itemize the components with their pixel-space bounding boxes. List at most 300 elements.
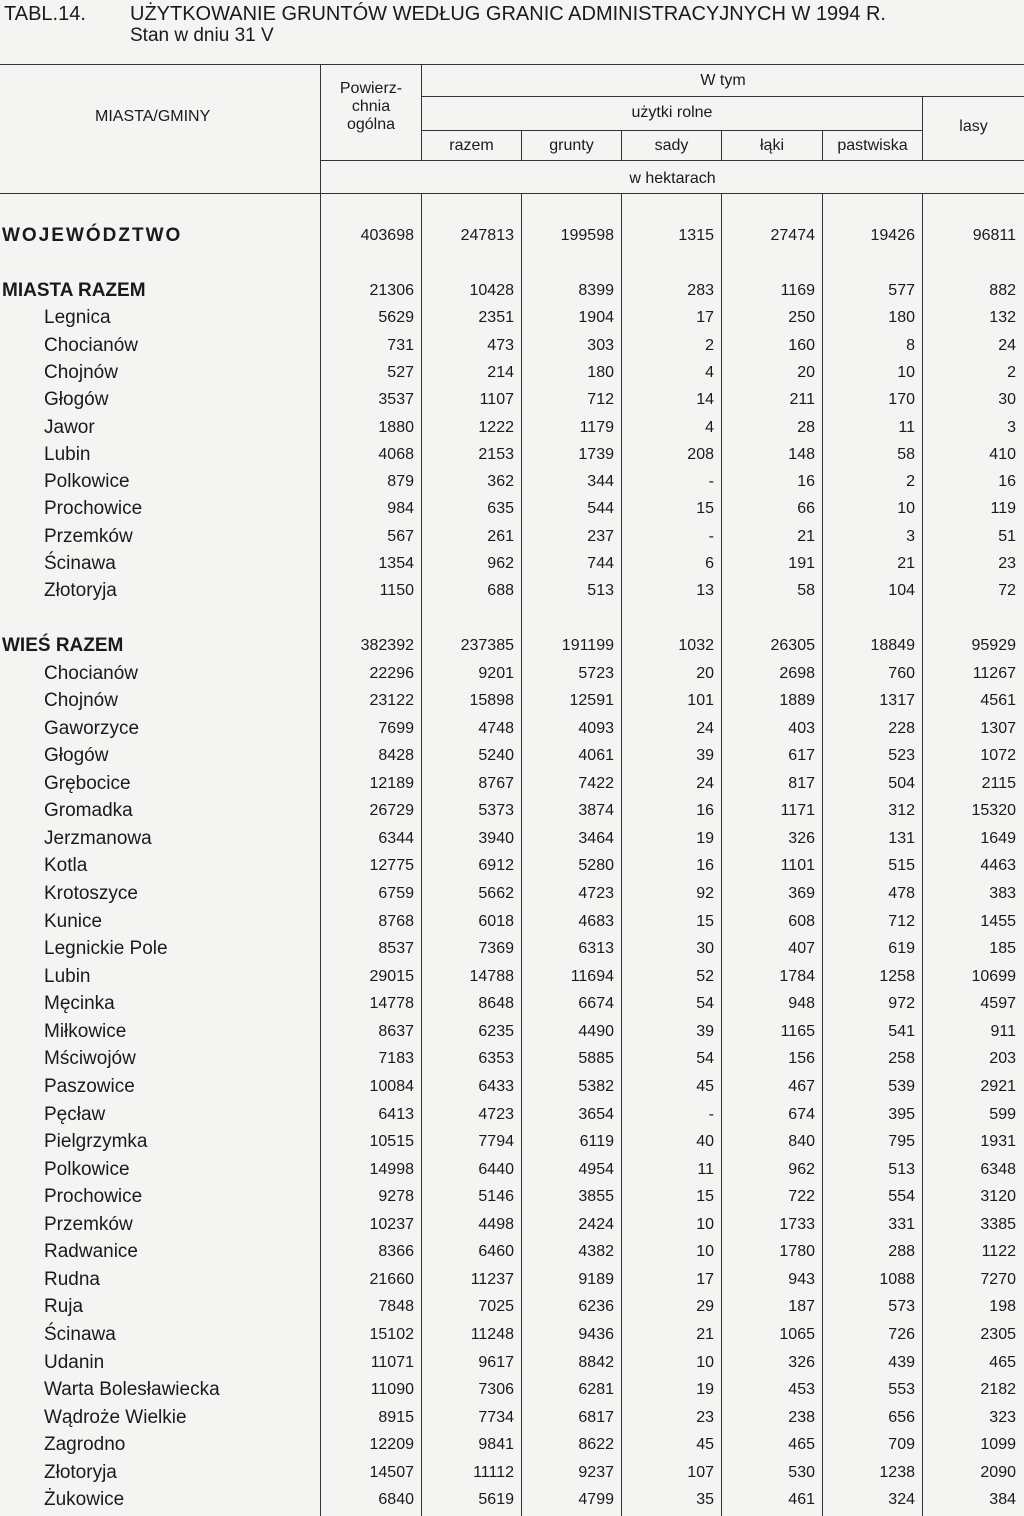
cell-razem: 4748	[478, 720, 514, 737]
row-name: Kunice	[44, 911, 103, 932]
cell-grunty: 344	[587, 473, 614, 490]
cell-laki: 191	[788, 555, 815, 572]
cell-razem: 5373	[478, 802, 514, 819]
cell-pastwiska: 21	[897, 555, 915, 572]
cell-lasy: 465	[989, 1354, 1016, 1371]
cell-powierzchnia: 5629	[378, 309, 414, 326]
cell-pastwiska: 1088	[879, 1271, 915, 1288]
cell-pastwiska: 712	[888, 913, 915, 930]
header-sady: sady	[654, 137, 689, 154]
table-title: UŻYTKOWANIE GRUNTÓW WEDŁUG GRANIC ADMINISTRACYJNYCH W 1994 R.	[130, 3, 886, 25]
header-powierzchnia	[321, 80, 421, 134]
cell-laki: 1101	[780, 857, 815, 874]
row-name: Zagrodno	[44, 1434, 126, 1455]
cell-razem: 6235	[478, 1023, 514, 1040]
cell-sady: 45	[696, 1078, 714, 1095]
cell-sady: 14	[696, 391, 714, 408]
cell-powierzchnia: 21660	[369, 1271, 414, 1288]
cell-lasy: 384	[989, 1491, 1016, 1508]
cell-powierzchnia: 403698	[360, 227, 414, 244]
cell-laki: 156	[788, 1050, 815, 1067]
cell-grunty: 3654	[578, 1106, 614, 1123]
cell-powierzchnia: 11090	[370, 1381, 414, 1398]
cell-laki: 369	[788, 885, 815, 902]
cell-powierzchnia: 14998	[369, 1161, 414, 1178]
cell-lasy: 11267	[972, 665, 1016, 682]
cell-pastwiska: 515	[888, 857, 915, 874]
row-name: Pęcław	[44, 1104, 106, 1125]
cell-razem: 688	[487, 582, 514, 599]
cell-grunty: 8399	[578, 282, 614, 299]
cell-powierzchnia: 10084	[369, 1078, 414, 1095]
cell-pastwiska: 104	[888, 582, 915, 599]
cell-sady: 19	[696, 1381, 714, 1398]
cell-laki: 530	[788, 1464, 815, 1481]
cell-razem: 362	[487, 473, 514, 490]
cell-grunty: 4683	[578, 913, 614, 930]
cell-powierzchnia: 26729	[369, 802, 414, 819]
cell-lasy: 7270	[980, 1271, 1016, 1288]
table-row	[0, 414, 1024, 441]
cell-powierzchnia: 4068	[378, 446, 414, 463]
cell-lasy: 6348	[980, 1161, 1016, 1178]
cell-powierzchnia: 8537	[378, 940, 414, 957]
cell-razem: 11237	[470, 1271, 514, 1288]
header-lasy: lasy	[959, 118, 988, 135]
cell-pastwiska: 553	[888, 1381, 915, 1398]
cell-grunty: 303	[587, 337, 614, 354]
cell-sady: 17	[696, 1271, 714, 1288]
cell-powierzchnia: 6759	[378, 885, 414, 902]
cell-sady: 30	[696, 940, 714, 957]
table-row	[0, 304, 1024, 331]
table-row	[0, 715, 1024, 742]
cell-laki: 1733	[779, 1216, 815, 1233]
cell-lasy: 198	[989, 1298, 1016, 1315]
table-row	[0, 1431, 1024, 1458]
cell-pastwiska: 656	[888, 1409, 915, 1426]
cell-pastwiska: 3	[906, 528, 915, 545]
header-unit: w hektarach	[629, 170, 716, 187]
header-powierzchnia-line2: chnia	[351, 98, 391, 115]
cell-powierzchnia: 10237	[369, 1216, 414, 1233]
header-w-tym: W tym	[700, 72, 746, 89]
row-name: Grębocice	[44, 773, 131, 794]
row-name: Ścinawa	[44, 1324, 116, 1345]
header-razem: razem	[449, 137, 494, 154]
cell-lasy: 2305	[980, 1326, 1016, 1343]
cell-sady: -	[708, 528, 714, 545]
cell-grunty: 7422	[578, 775, 614, 792]
cell-sady: -	[708, 473, 714, 490]
cell-sady: 17	[696, 309, 714, 326]
row-name: Jawor	[44, 417, 95, 438]
table-row	[0, 908, 1024, 935]
row-name: Wądroże Wielkie	[44, 1407, 187, 1428]
cell-lasy: 119	[990, 500, 1016, 517]
table-row	[0, 990, 1024, 1017]
cell-laki: 16	[797, 473, 815, 490]
cell-pastwiska: 1317	[879, 692, 915, 709]
cell-laki: 453	[788, 1381, 815, 1398]
cell-pastwiska: 170	[888, 391, 915, 408]
cell-pastwiska: 972	[888, 995, 915, 1012]
cell-grunty: 1739	[578, 446, 614, 463]
cell-powierzchnia: 1880	[378, 419, 414, 436]
cell-grunty: 3855	[578, 1188, 614, 1205]
cell-razem: 9617	[478, 1354, 514, 1371]
cell-sady: 19	[696, 830, 714, 847]
cell-grunty: 6236	[578, 1298, 614, 1315]
cell-lasy: 51	[998, 528, 1016, 545]
cell-razem: 4723	[478, 1106, 514, 1123]
cell-laki: 27474	[770, 227, 815, 244]
cell-pastwiska: 1258	[879, 968, 915, 985]
cell-laki: 840	[788, 1133, 815, 1150]
cell-laki: 1065	[779, 1326, 815, 1343]
header-uzytki-rolne: użytki rolne	[631, 104, 713, 121]
cell-powierzchnia: 7183	[378, 1050, 414, 1067]
cell-razem: 5662	[478, 885, 514, 902]
cell-razem: 247813	[460, 227, 514, 244]
cell-pastwiska: 554	[888, 1188, 915, 1205]
table-row	[0, 687, 1024, 714]
cell-pastwiska: 131	[888, 830, 915, 847]
cell-razem: 261	[487, 528, 514, 545]
cell-sady: 39	[696, 747, 714, 764]
table-row	[0, 523, 1024, 550]
cell-lasy: 4561	[980, 692, 1016, 709]
cell-sady: 24	[696, 720, 714, 737]
cell-laki: 817	[788, 775, 815, 792]
cell-lasy: 2921	[980, 1078, 1016, 1095]
row-name: Przemków	[44, 1214, 133, 1235]
cell-powierzchnia: 9278	[378, 1188, 414, 1205]
cell-sady: 2	[705, 337, 714, 354]
cell-grunty: 8622	[578, 1436, 614, 1453]
table-row	[0, 742, 1024, 769]
cell-lasy: 1931	[980, 1133, 1016, 1150]
row-name: Gromadka	[44, 800, 133, 821]
cell-grunty: 1179	[579, 419, 614, 436]
cell-pastwiska: 573	[888, 1298, 915, 1315]
header-pastwiska: pastwiska	[837, 137, 908, 154]
cell-lasy: 132	[989, 309, 1016, 326]
cell-lasy: 10699	[971, 968, 1016, 985]
row-name: Polkowice	[44, 471, 130, 492]
cell-pastwiska: 58	[897, 446, 915, 463]
cell-powierzchnia: 879	[387, 473, 414, 490]
row-name: Przemków	[44, 526, 133, 547]
cell-laki: 211	[789, 391, 815, 408]
cell-sady: 107	[687, 1464, 714, 1481]
table-row	[0, 632, 1024, 659]
row-name: Prochowice	[44, 498, 143, 519]
cell-powierzchnia: 984	[387, 500, 414, 517]
row-name: Pielgrzymka	[44, 1131, 148, 1152]
cell-pastwiska: 324	[888, 1491, 915, 1508]
table-row	[0, 222, 1024, 249]
row-name: Legnica	[44, 307, 111, 328]
cell-sady: 15	[696, 500, 714, 517]
cell-sady: 6	[705, 555, 714, 572]
cell-grunty: 8842	[578, 1354, 614, 1371]
cell-grunty: 5382	[578, 1078, 614, 1095]
cell-lasy: 410	[989, 446, 1016, 463]
cell-grunty: 6674	[578, 995, 614, 1012]
table-row	[0, 441, 1024, 468]
table-row	[0, 468, 1024, 495]
header-powierzchnia-line3: ogólna	[346, 116, 396, 133]
cell-laki: 20	[797, 364, 815, 381]
row-name: Warta Bolesławiecka	[44, 1379, 220, 1400]
row-name: Chojnów	[44, 362, 118, 383]
cell-sady: 54	[696, 995, 714, 1012]
cell-pastwiska: 11	[898, 419, 915, 436]
cell-lasy: 23	[998, 555, 1016, 572]
cell-powierzchnia: 527	[387, 364, 414, 381]
row-name: WIEŚ RAZEM	[2, 635, 124, 656]
table-row	[0, 1045, 1024, 1072]
cell-lasy: 203	[989, 1050, 1016, 1067]
cell-powierzchnia: 567	[387, 528, 414, 545]
cell-sady: 54	[696, 1050, 714, 1067]
cell-sady: 16	[696, 802, 714, 819]
cell-grunty: 1904	[578, 309, 614, 326]
table-row	[0, 935, 1024, 962]
cell-sady: 35	[696, 1491, 714, 1508]
table-row	[0, 1349, 1024, 1376]
cell-powierzchnia: 731	[387, 337, 414, 354]
row-name: Radwanice	[44, 1241, 138, 1262]
cell-powierzchnia: 14778	[369, 995, 414, 1012]
table-row	[0, 1211, 1024, 1238]
cell-laki: 1780	[779, 1243, 815, 1260]
cell-powierzchnia: 1354	[378, 555, 414, 572]
cell-pastwiska: 504	[888, 775, 915, 792]
table-row	[0, 495, 1024, 522]
cell-lasy: 15320	[971, 802, 1016, 819]
cell-powierzchnia: 382392	[360, 637, 414, 654]
cell-grunty: 712	[587, 391, 614, 408]
cell-pastwiska: 795	[888, 1133, 915, 1150]
cell-pastwiska: 312	[888, 802, 915, 819]
table-row	[0, 1183, 1024, 1210]
table-row	[0, 1321, 1024, 1348]
cell-pastwiska: 539	[888, 1078, 915, 1095]
cell-grunty: 544	[587, 500, 614, 517]
cell-lasy: 1072	[980, 747, 1016, 764]
cell-powierzchnia: 12775	[369, 857, 414, 874]
row-name: Polkowice	[44, 1159, 130, 1180]
cell-sady: -	[708, 1106, 714, 1123]
cell-sady: 15	[696, 1188, 714, 1205]
cell-grunty: 4799	[578, 1491, 614, 1508]
row-name: Głogów	[44, 745, 109, 766]
cell-grunty: 4382	[578, 1243, 614, 1260]
cell-laki: 962	[788, 1161, 815, 1178]
cell-laki: 21	[797, 528, 815, 545]
cell-lasy: 4597	[980, 995, 1016, 1012]
table-row	[0, 825, 1024, 852]
cell-lasy: 2115	[981, 775, 1016, 792]
cell-lasy: 599	[989, 1106, 1016, 1123]
row-name: Chocianów	[44, 663, 138, 684]
cell-laki: 608	[788, 913, 815, 930]
cell-sady: 11	[697, 1161, 714, 1178]
table-row	[0, 660, 1024, 687]
cell-pastwiska: 10	[897, 364, 915, 381]
cell-powierzchnia: 6344	[378, 830, 414, 847]
cell-powierzchnia: 3537	[378, 391, 414, 408]
cell-lasy: 1307	[980, 720, 1016, 737]
cell-grunty: 9189	[578, 1271, 614, 1288]
cell-powierzchnia: 10515	[369, 1133, 414, 1150]
table-row	[0, 1459, 1024, 1486]
cell-razem: 9841	[478, 1436, 514, 1453]
cell-laki: 1165	[780, 1023, 815, 1040]
row-name: Ścinawa	[44, 553, 116, 574]
row-name: Męcinka	[44, 993, 115, 1014]
cell-razem: 4498	[478, 1216, 514, 1233]
cell-grunty: 9436	[578, 1326, 614, 1343]
row-name: Jerzmanowa	[44, 828, 152, 849]
cell-grunty: 5280	[578, 857, 614, 874]
cell-powierzchnia: 8915	[378, 1409, 414, 1426]
cell-sady: 21	[696, 1326, 714, 1343]
cell-razem: 6440	[478, 1161, 514, 1178]
table-row	[0, 852, 1024, 879]
cell-laki: 1889	[779, 692, 815, 709]
cell-sady: 10	[696, 1243, 714, 1260]
header-bottom-rule	[0, 193, 1024, 194]
table-row	[0, 1376, 1024, 1403]
cell-lasy: 72	[998, 582, 1016, 599]
cell-pastwiska: 180	[888, 309, 915, 326]
table-row	[0, 797, 1024, 824]
cell-laki: 943	[788, 1271, 815, 1288]
cell-powierzchnia: 21306	[369, 282, 414, 299]
cell-pastwiska: 726	[888, 1326, 915, 1343]
header-laki: łąki	[759, 137, 784, 154]
cell-razem: 2153	[478, 446, 514, 463]
cell-grunty: 11694	[570, 968, 614, 985]
row-name: Mściwojów	[44, 1048, 136, 1069]
row-name: Krotoszyce	[44, 883, 138, 904]
cell-lasy: 323	[989, 1409, 1016, 1426]
cell-razem: 7734	[478, 1409, 514, 1426]
cell-powierzchnia: 12209	[369, 1436, 414, 1453]
cell-powierzchnia: 12189	[369, 775, 414, 792]
row-name: Paszowice	[44, 1076, 135, 1097]
cell-grunty: 4093	[578, 720, 614, 737]
cell-powierzchnia: 15102	[369, 1326, 414, 1343]
row-name: Chocianów	[44, 335, 138, 356]
cell-pastwiska: 18849	[870, 637, 915, 654]
cell-grunty: 3874	[578, 802, 614, 819]
cell-lasy: 383	[989, 885, 1016, 902]
cell-lasy: 185	[989, 940, 1016, 957]
table-row	[0, 1156, 1024, 1183]
cell-powierzchnia: 14507	[369, 1464, 414, 1481]
cell-laki: 403	[788, 720, 815, 737]
table-row	[0, 770, 1024, 797]
cell-laki: 187	[788, 1298, 815, 1315]
cell-razem: 3940	[478, 830, 514, 847]
cell-grunty: 4954	[578, 1161, 614, 1178]
cell-pastwiska: 523	[888, 747, 915, 764]
row-name: Legnickie Pole	[44, 938, 168, 959]
cell-razem: 10428	[469, 282, 514, 299]
cell-lasy: 2	[1007, 364, 1016, 381]
cell-powierzchnia: 11071	[370, 1354, 414, 1371]
cell-razem: 635	[487, 500, 514, 517]
table-row	[0, 880, 1024, 907]
cell-lasy: 1122	[981, 1243, 1016, 1260]
cell-pastwiska: 258	[888, 1050, 915, 1067]
cell-razem: 7794	[478, 1133, 514, 1150]
cell-razem: 6353	[478, 1050, 514, 1067]
cell-laki: 2698	[779, 665, 815, 682]
cell-lasy: 1649	[980, 830, 1016, 847]
cell-razem: 7025	[478, 1298, 514, 1315]
cell-razem: 11112	[473, 1464, 514, 1481]
cell-razem: 6912	[478, 857, 514, 874]
cell-pastwiska: 228	[888, 720, 915, 737]
row-name: Chojnów	[44, 690, 118, 711]
cell-grunty: 199598	[560, 227, 614, 244]
cell-pastwiska: 439	[888, 1354, 915, 1371]
cell-powierzchnia: 7699	[378, 720, 414, 737]
cell-grunty: 237	[587, 528, 614, 545]
cell-lasy: 2090	[980, 1464, 1016, 1481]
cell-powierzchnia: 1150	[379, 582, 414, 599]
row-name: Głogów	[44, 389, 109, 410]
cell-pastwiska: 709	[888, 1436, 915, 1453]
cell-laki: 407	[788, 940, 815, 957]
cell-pastwiska: 2	[906, 473, 915, 490]
cell-powierzchnia: 6840	[378, 1491, 414, 1508]
cell-laki: 1169	[780, 282, 815, 299]
cell-grunty: 191199	[561, 637, 614, 654]
cell-grunty: 5723	[578, 665, 614, 682]
cell-pastwiska: 760	[888, 665, 915, 682]
cell-razem: 6433	[478, 1078, 514, 1095]
cell-lasy: 1099	[980, 1436, 1016, 1453]
header-powierzchnia-line1: Powierz-	[339, 80, 403, 97]
cell-grunty: 9237	[578, 1464, 614, 1481]
row-name: Lubin	[44, 966, 91, 987]
cell-laki: 28	[797, 419, 815, 436]
cell-sady: 24	[696, 775, 714, 792]
cell-powierzchnia: 7848	[378, 1298, 414, 1315]
cell-pastwiska: 395	[888, 1106, 915, 1123]
table-row	[0, 1018, 1024, 1045]
cell-lasy: 30	[998, 391, 1016, 408]
cell-laki: 1171	[780, 802, 815, 819]
table-row	[0, 332, 1024, 359]
cell-powierzchnia: 8637	[378, 1023, 414, 1040]
cell-grunty: 6119	[579, 1133, 614, 1150]
cell-laki: 467	[788, 1078, 815, 1095]
subcols-rule	[320, 160, 1024, 161]
cell-sady: 101	[687, 692, 714, 709]
cell-lasy: 3120	[980, 1188, 1016, 1205]
cell-grunty: 180	[587, 364, 614, 381]
cell-pastwiska: 331	[888, 1216, 915, 1233]
row-name: Udanin	[44, 1352, 105, 1373]
cell-pastwiska: 577	[888, 282, 915, 299]
